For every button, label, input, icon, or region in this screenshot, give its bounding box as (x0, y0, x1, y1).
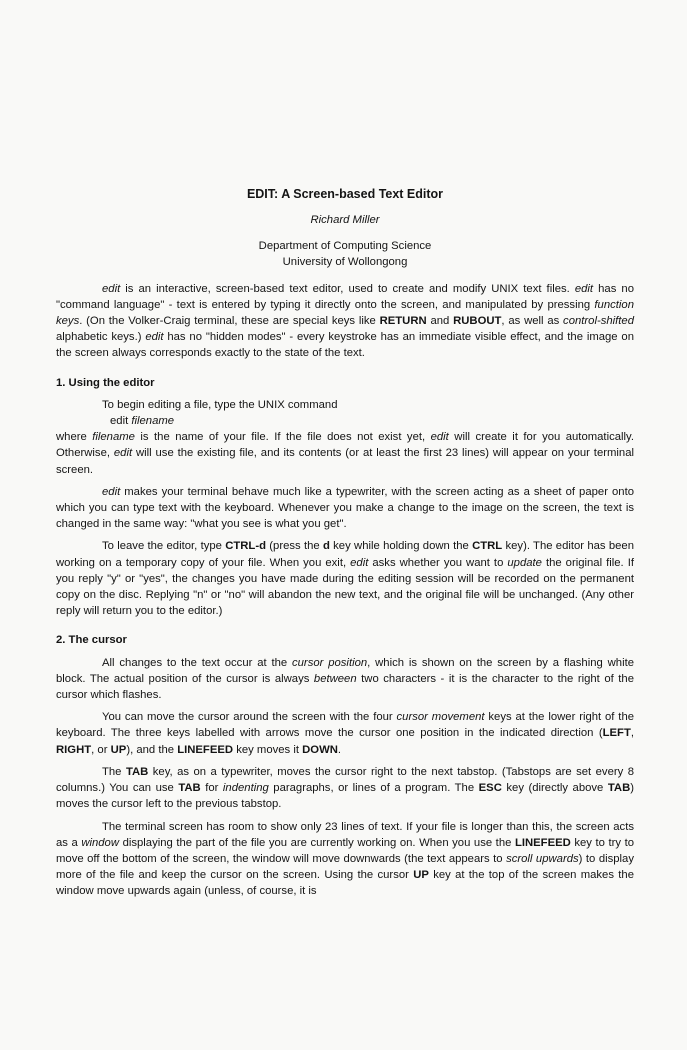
section-heading-using-editor: 1. Using the editor (56, 376, 155, 389)
section1-paragraph-1: To begin editing a file, type the UNIX command (102, 398, 338, 411)
section1-paragraph-2: where filename is the name of your file. If the file does not exist yet, edit will create it for you automatically. Otherwise, edit will use the existing file, and its contents (or at least the first 23 lines) will appear on your terminal screen. (56, 431, 634, 476)
section1-paragraph-3: edit makes your terminal behave much like a typewriter, with the screen acting as a sheet of paper onto which you can type text with the keyboard. Whenever you make a change to the image on the screen, the text is changed in the same way: "what you see is what you get". (56, 485, 634, 531)
affiliation-department: Department of Computing Science (258, 240, 432, 253)
affiliation-university: University of Wollongong (282, 256, 408, 269)
intro-paragraph: edit is an interactive, screen-based text editor, used to create and modify UNIX text files. edit has no "command language" - text is entered by typing it directly onto the screen, and manipulated by pressing function keys. (On the Volker-Craig terminal, these are special keys like RETURN and RUBOUT, as well as control-shifted alphabetic keys.) edit has no "hidden modes" - every keystroke has an immediate visible effect, and the image on the screen always corresponds exactly to the state of the text. (56, 282, 634, 360)
section2-paragraph-1: All changes to the text occur at the cursor position, which is shown on the screen by a flashing white block. The actual position of the cursor is always between two characters - it is the character to the right of the cursor which flashes. (56, 656, 634, 702)
command-example: edit filename (110, 415, 175, 428)
author-name: Richard Miller (310, 214, 380, 226)
section2-paragraph-4: The terminal screen has room to show only 23 lines of text. If your file is longer than this, the screen acts as a window displaying the part of the file you are currently working on. When you use the LINEFEED key to try to move off the bottom of the screen, the window will move downwards (the text appears to scroll upwards) to display more of the file and keep the cursor on the screen. Using the cursor UP key at the top of the screen makes the window move upwards again (unless, of course, it is (56, 820, 634, 898)
section2-paragraph-3: The TAB key, as on a typewriter, moves the cursor right to the next tabstop. (Tabstops are set every 8 columns.) You can use TAB for indenting paragraphs, or lines of a program. The ESC key (directly above TAB) moves the cursor left to the previous tabstop. (56, 765, 635, 811)
section2-paragraph-2: You can move the cursor around the screen with the four cursor movement keys at the lower right of the keyboard. The three keys labelled with arrows move the cursor one position in the indicated direction (LEFT, RIGHT, or UP), and the LINEFEED key moves it DOWN. (56, 711, 635, 756)
document-body (56, 186, 634, 900)
section-heading-cursor: 2. The cursor (56, 634, 127, 647)
section1-paragraph-4: To leave the editor, type CTRL-d (press the d key while holding down the CTRL key). The editor has been working on a temporary copy of your file. When you exit, edit asks whether you want to update the original file. If you reply "y" or "yes", the changes you have made during the editing session will be recorded on the permanent copy on the disc. Replying "n" or "no" will abandon the new text, and the original file will be unchanged. (Any other reply will return you to the editor.) (56, 540, 634, 618)
document-title: EDIT: A Screen-based Text Editor (246, 187, 444, 201)
